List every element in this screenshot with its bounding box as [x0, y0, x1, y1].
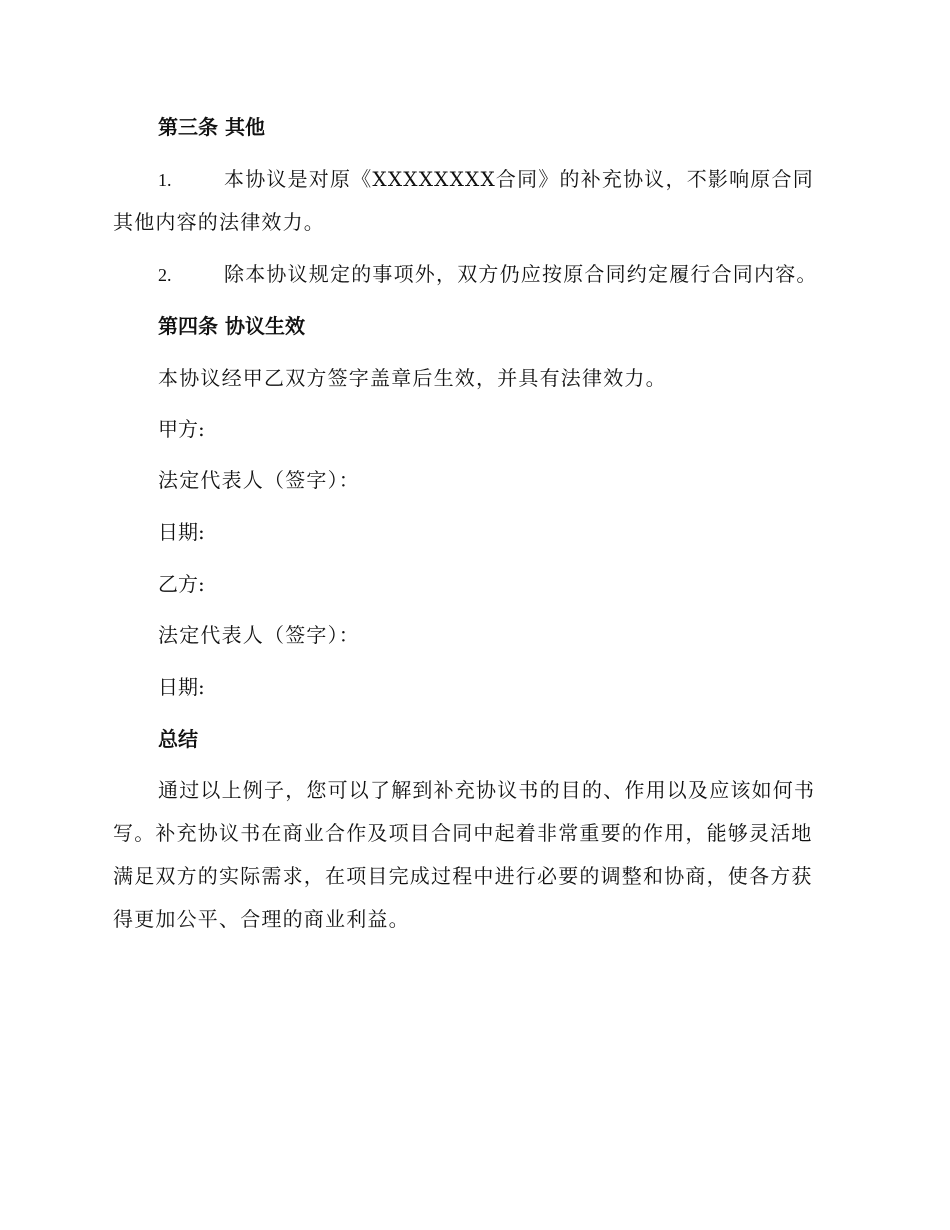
item1-line2: 其他内容的法律效力。: [113, 210, 325, 234]
section4-text: 本协议经甲乙双方签字盖章后生效，并具有法律效力。: [158, 366, 667, 390]
summary-heading: 总结: [158, 727, 198, 751]
party-a-label: 甲方:: [158, 417, 205, 441]
party-b-representative: 法定代表人（签字）：: [158, 623, 360, 647]
item1-number: 1.: [158, 170, 172, 190]
section4-heading: 第四条 协议生效: [158, 314, 305, 338]
item2-number: 2.: [158, 265, 172, 285]
party-a-date: 日期:: [158, 520, 205, 544]
summary-line4: 得更加公平、合理的商业利益。: [113, 907, 410, 931]
party-b-date: 日期:: [158, 675, 205, 699]
summary-line3: 满足双方的实际需求，在项目完成过程中进行必要的调整和协商，使各方获: [113, 864, 813, 888]
section3-heading: 第三条 其他: [158, 115, 265, 139]
summary-line2: 写。补充协议书在商业合作及项目合同中起着非常重要的作用，能够灵活地: [113, 821, 813, 845]
party-a-representative: 法定代表人（签字）：: [158, 468, 360, 492]
party-b-label: 乙方:: [158, 572, 205, 596]
item2-text: 除本协议规定的事项外，双方仍应按原合同约定履行合同内容。: [224, 262, 818, 286]
item1-line1: 本协议是对原《XXXXXXXX合同》的补充协议，不影响原合同: [224, 167, 814, 191]
summary-line1: 通过以上例子，您可以了解到补充协议书的目的、作用以及应该如何书: [158, 778, 816, 802]
